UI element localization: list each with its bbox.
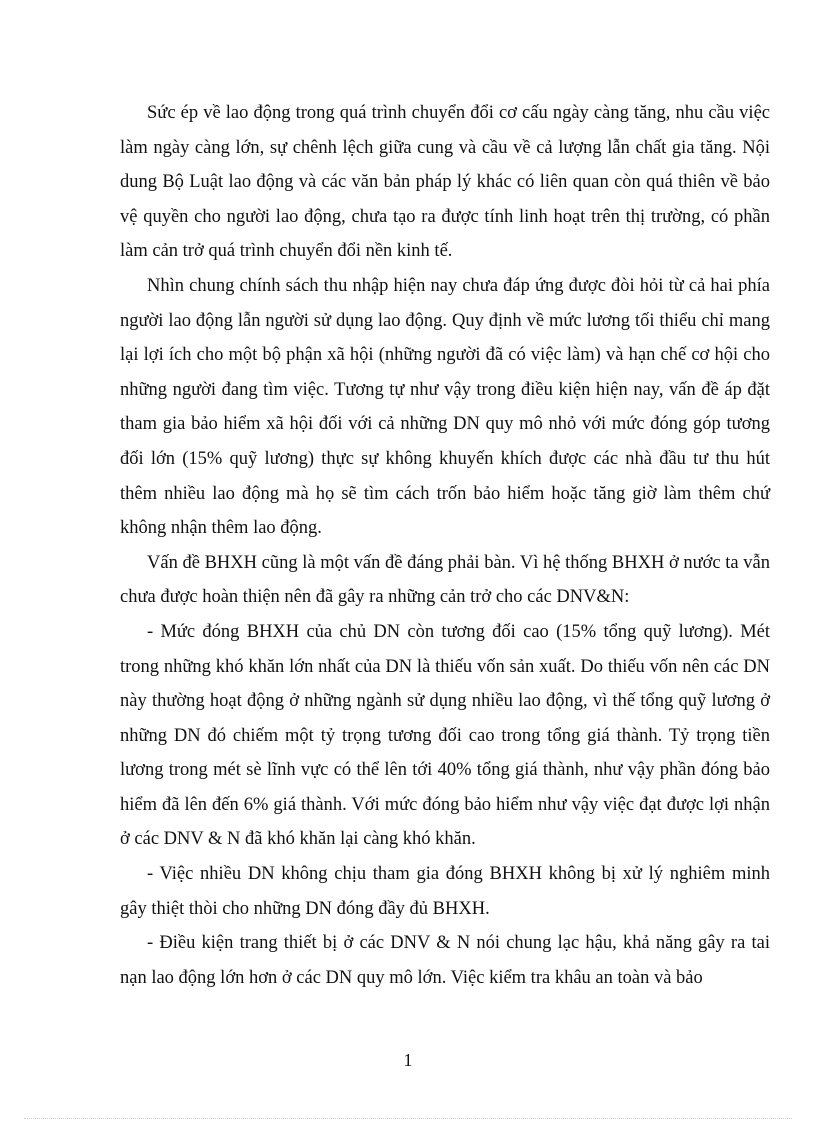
bullet-insurance-rate: - Mức đóng BHXH của chủ DN còn tương đối cao (15% tổng quỹ lương). Mét trong những khó khăn lớn nhất của DN là thiếu vốn sản xuất. Do thiếu vốn nên các DN này thường hoạt động ở những ngành sử dụng nhiều lao động, vì thế tổng quỹ lương ở những DN đó chiếm một tỷ trọng tương đối cao trong tổng giá thành. Tỷ trọng tiền lương trong mét sè lĩnh vực có thể lên tới 40% tổng giá thành, như vậy phần đóng bảo hiểm đã lên đến 6% giá thành. Với mức đóng bảo hiểm như vậy việc đạt được lợi nhận ở các DNV & N đã khó khăn lại càng khó khăn. [120,621,770,850]
paragraph-social-insurance: Vấn đề BHXH cũng là một vấn đề đáng phải bàn. Vì hệ thống BHXH ở nước ta vẫn chưa được hoàn thiện nên đã gây ra những cản trở cho các DNV&N: [120,552,770,608]
bullet-equipment-safety: - Điều kiện trang thiết bị ở các DNV & N nói chung lạc hậu, khả năng gây ra tai nạn lao động lớn hơn ở các DN quy mô lớn. Việc kiểm tra khâu an toàn và bảo [120,933,770,988]
bullet-noncompliance: - Việc nhiều DN không chịu tham gia đóng BHXH không bị xử lý nghiêm minh gây thiệt thòi cho những DN đóng đầy đủ BHXH. [120,864,770,919]
document-body [120,96,770,995]
page-number: 1 [403,1050,413,1070]
paragraph-labor-pressure: Sức ép về lao động trong quá trình chuyển đổi cơ cấu ngày càng tăng, nhu cầu việc làm ngày càng lớn, sự chênh lệch giữa cung và cầu về cả lượng lẫn chất gia tăng. Nội dung Bộ Luật lao động và các văn bản pháp lý khác có liên quan còn quá thiên về bảo vệ quyền cho người lao động, chưa tạo ra được tính linh hoạt trên thị trường, có phần làm cản trở quá trình chuyển đổi nền kinh tế. [120,103,770,262]
paragraph-income-policy: Nhìn chung chính sách thu nhập hiện nay chưa đáp ứng được đòi hỏi từ cả hai phía người lao động lẫn người sử dụng lao động. Quy định về mức lương tối thiểu chỉ mang lại lợi ích cho một bộ phận xã hội (những người đã có việc làm) và hạn chế cơ hội cho những người đang tìm việc. Tương tự như vậy trong điều kiện hiện nay, vấn đề áp đặt tham gia bảo hiểm xã hội đối với cả những DN quy mô nhỏ với mức đóng góp tương đối lớn (15% quỹ lương) thực sự không khuyến khích được các nhà đầu tư thu hút thêm nhiều lao động mà họ sẽ tìm cách trốn bảo hiểm hoặc tăng giờ làm thêm chứ không nhận thêm lao động. [120,275,770,539]
page-bottom-divider [24,1118,792,1119]
